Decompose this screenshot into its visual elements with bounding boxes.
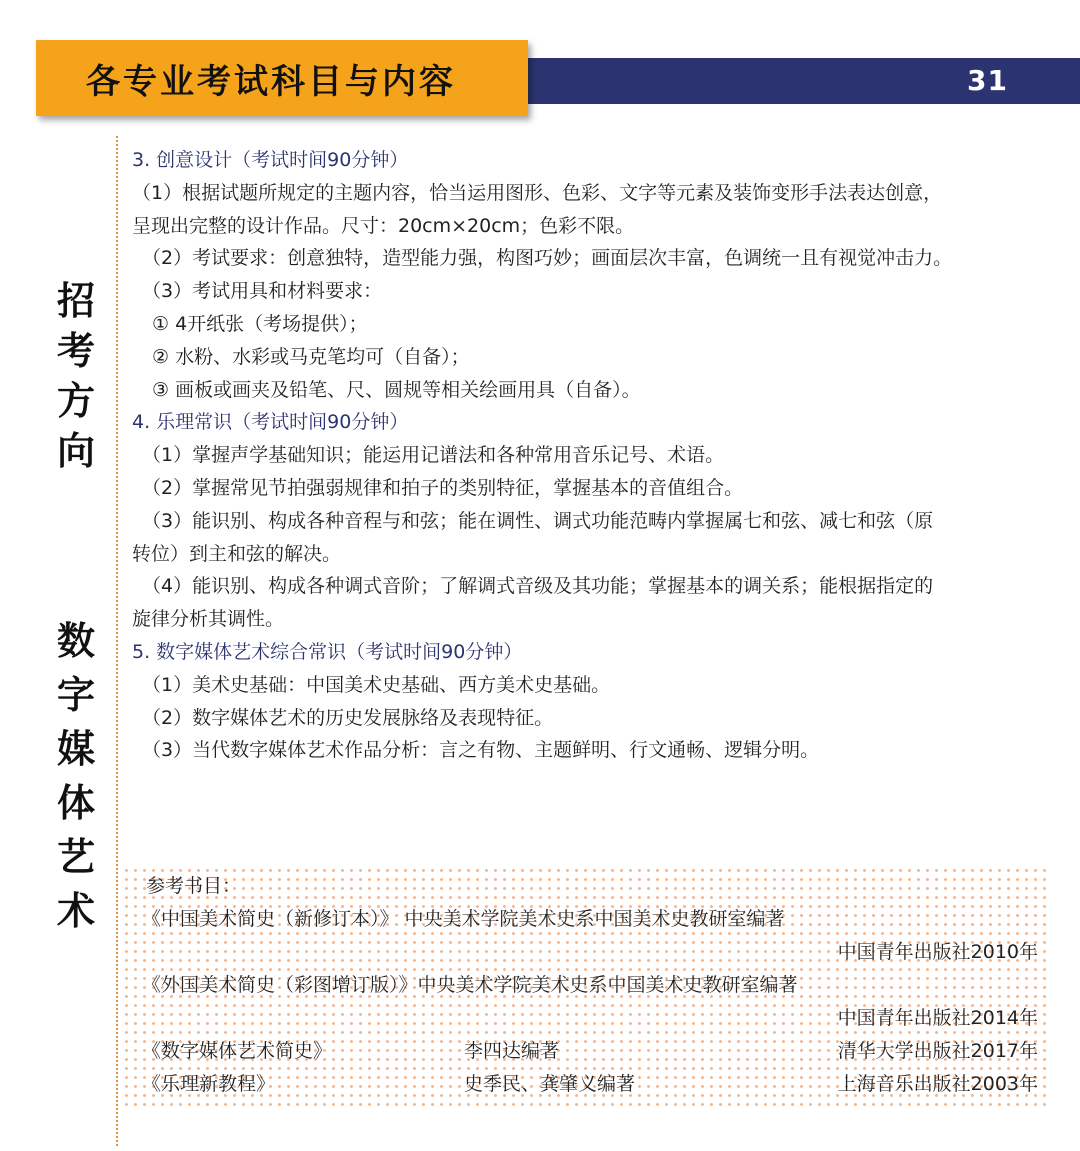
references-label: 参考书目： <box>146 875 242 897</box>
reference-author: 李四达编著 <box>464 1040 560 1062</box>
list-item: ② 水粉、水彩或马克笔均可（自备）； <box>152 345 470 368</box>
side-char: 方 <box>56 379 95 423</box>
side-label-major <box>52 614 100 938</box>
section-heading: 3. 创意设计（考试时间90分钟） <box>132 149 409 171</box>
reference-row <box>142 903 1038 936</box>
reference-publisher: 上海音乐出版社2003年 <box>837 1073 1038 1095</box>
side-char: 数 <box>56 619 95 663</box>
exam-content <box>132 144 1062 767</box>
paragraph-line: （3）考试用具和材料要求： <box>142 280 383 303</box>
reference-title: 《中国美术简史（新修订本）》 中央美术学院美术史系中国美术史教研室编著 <box>142 908 785 930</box>
section-heading: 4. 乐理常识（考试时间90分钟） <box>132 411 409 434</box>
reference-row <box>142 1002 1038 1035</box>
references-box <box>122 866 1052 1106</box>
page-number: 31 <box>967 64 1008 97</box>
reference-title: 《数字媒体艺术简史》 <box>142 1040 333 1062</box>
reference-title: 《乐理新教程》 <box>142 1073 276 1095</box>
paragraph-line: （2）数字媒体艺术的历史发展脉络及表现特征。 <box>142 706 554 729</box>
reference-title: 《外国美术简史（彩图增订版）》中央美术学院美术史系中国美术史教研室编著 <box>142 974 798 996</box>
side-char: 向 <box>56 429 95 473</box>
paragraph-line: （2）掌握常见节拍强弱规律和拍子的类别特征，掌握基本的音值组合。 <box>142 476 744 499</box>
side-char: 艺 <box>56 835 95 879</box>
side-char: 考 <box>56 329 95 373</box>
reference-author: 史季民、龚肇义编著 <box>464 1073 636 1095</box>
dotted-divider <box>116 136 118 1146</box>
side-char: 体 <box>56 781 95 825</box>
reference-publisher: 中国青年出版社2014年 <box>837 1007 1038 1029</box>
paragraph-line: （3）能识别、构成各种音程与和弦；能在调性、调式功能范畴内掌握属七和弦、减七和弦（原 <box>142 509 934 532</box>
title-banner <box>36 40 528 116</box>
paragraph-line: （1）美术史基础：中国美术史基础、西方美术史基础。 <box>142 673 611 696</box>
reference-row <box>142 1035 1038 1068</box>
section-heading: 5. 数字媒体艺术综合常识（考试时间90分钟） <box>132 640 523 663</box>
reference-row <box>142 936 1038 969</box>
side-char: 媒 <box>56 727 95 771</box>
reference-row <box>142 1068 1038 1101</box>
list-item: ③ 画板或画夹及铅笔、尺、圆规等相关绘画用具（自备）。 <box>152 378 641 401</box>
paragraph-line: （1）掌握声学基础知识；能运用记谱法和各种常用音乐记号、术语。 <box>142 444 725 467</box>
side-char: 术 <box>56 889 95 933</box>
paragraph-line: （3）当代数字媒体艺术作品分析：言之有物、主题鲜明、行文通畅、逻辑分明。 <box>142 739 820 762</box>
list-item: ① 4开纸张（考场提供）； <box>152 312 368 335</box>
paragraph-line: （1）根据试题所规定的主题内容，恰当运用图形、色彩、文字等元素及装饰变形手法表达创意， <box>132 181 943 204</box>
side-char: 招 <box>56 279 95 323</box>
paragraph-line: 呈现出完整的设计作品。尺寸：20cm×20cm；色彩不限。 <box>132 214 635 237</box>
paragraph-line: 转位）到主和弦的解决。 <box>132 542 342 565</box>
paragraph-line: （2）考试要求：创意独特，造型能力强，构图巧妙；画面层次丰富，色调统一且有视觉冲击力。 <box>142 247 953 270</box>
paragraph-line: 旋律分析其调性。 <box>132 608 285 631</box>
side-char: 字 <box>56 673 95 717</box>
references-label-row <box>142 870 1038 903</box>
page-title: 各专业考试科目与内容 <box>86 62 456 102</box>
paragraph-line: （4）能识别、构成各种调式音阶；了解调式音级及其功能；掌握基本的调关系；能根据指定的 <box>142 575 934 598</box>
reference-publisher: 清华大学出版社2017年 <box>837 1040 1038 1062</box>
reference-row <box>142 969 1038 1002</box>
reference-publisher: 中国青年出版社2010年 <box>837 941 1038 963</box>
side-label-recruitment <box>52 276 100 476</box>
